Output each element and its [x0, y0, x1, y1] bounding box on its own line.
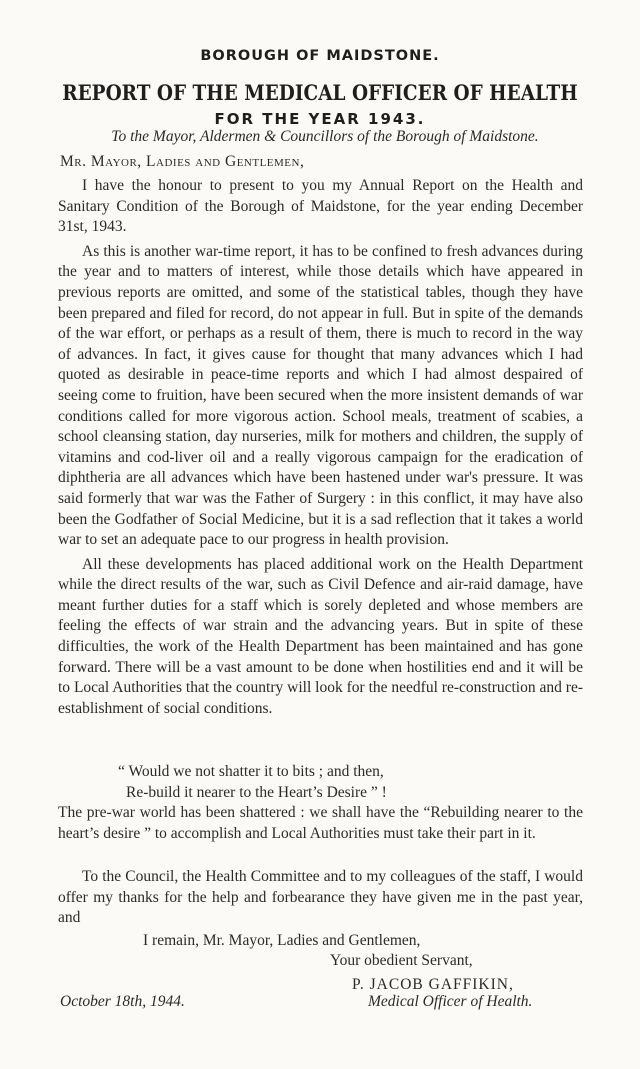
signer-title: Medical Officer of Health. — [368, 993, 533, 1010]
signer-name: P. JACOB GAFFIKIN, — [352, 976, 514, 993]
after-verse-text — [58, 803, 583, 844]
paragraph-thanks: To the Council, the Health Committee and to my colleagues of the staff, I would offer my thanks for the help and forbearance they have given me in the past year, and — [58, 868, 583, 927]
address-line: To the Mayor, Aldermen & Councillors of the Borough of Maidstone. — [111, 128, 539, 145]
year-heading: FOR THE YEAR 1943. — [214, 110, 426, 128]
paragraph-intro: I have the honour to present to you my Annual Report on the Health and Sanitary Condition of the Borough of Maidstone, for the year ending December 31st, 1943. — [58, 177, 583, 236]
verse-line: Re-build it nearer to the Heart’s Desire ” ! — [126, 783, 387, 801]
closing-servant: Your obedient Servant, — [330, 952, 473, 969]
report-body — [58, 176, 583, 723]
paragraph-war-time: As this is another war-time report, it has to be confined to fresh advances during the year and to matters of interest, while those details which have appeared in previous reports are omitted, and some of the statistical tables, though they have been prepared and filed for record, do not appear in full. But in spite of the demands of the war effort, or perhaps as a result of them, there is much to record in the way of advances. In fact, it gives cause for thought that many advances which I had quoted as desirable in peace-time reports and which I had almost despaired of seeing come to fruition, have been secured when the more insistent demands of war conditions called for more vigorous action. School meals, treatment of scabies, a school cleansing station, day nurseries, milk for mothers and children, the supply of vitamins and cod-liver oil and a really vigorous campaign for the eradication of diphtheria are all advances which have been hastened under war's pressure. It was said formerly that war was the Father of Surgery : in this conflict, it may have also been the Godfather of Social Medicine, but it is a sad reflection that it takes a world war to set an adequate pace to our progress in health provision. — [58, 242, 583, 549]
paragraph-rebuild: The pre-war world has been shattered : we shall have the “Rebuilding nearer to the heart’s desire ” to accomplish and Local Authorities must take their part in it. — [58, 804, 583, 842]
verse-line: “ Would we not shatter it to bits ; and then, — [118, 763, 384, 780]
salutation: Mr. Mayor, Ladies and Gentlemen, — [60, 153, 305, 170]
report-title: REPORT OF THE MEDICAL OFFICER OF HEALTH — [62, 80, 578, 105]
verse-quote — [118, 762, 558, 803]
report-date: October 18th, 1944. — [60, 993, 185, 1010]
borough-heading: BOROUGH OF MAIDSTONE. — [200, 48, 440, 64]
thanks-text — [58, 867, 583, 929]
closing-line: I remain, Mr. Mayor, Ladies and Gentlemen, — [143, 932, 421, 949]
paragraph-developments: All these developments has placed additional work on the Health Department while the direct results of the war, such as Civil Defence and air-raid damage, have meant further duties for a staff which is sorely depleted and whose members are feeling the effects of war strain and the advancing years. But in spite of these difficulties, the work of the Health Department has been maintained and has gone forward. There will be a vast amount to be done when hostilities end and it will be to Local Authorities that the country will look for the needful re-construction and re-establishment of social conditions. — [58, 555, 583, 717]
